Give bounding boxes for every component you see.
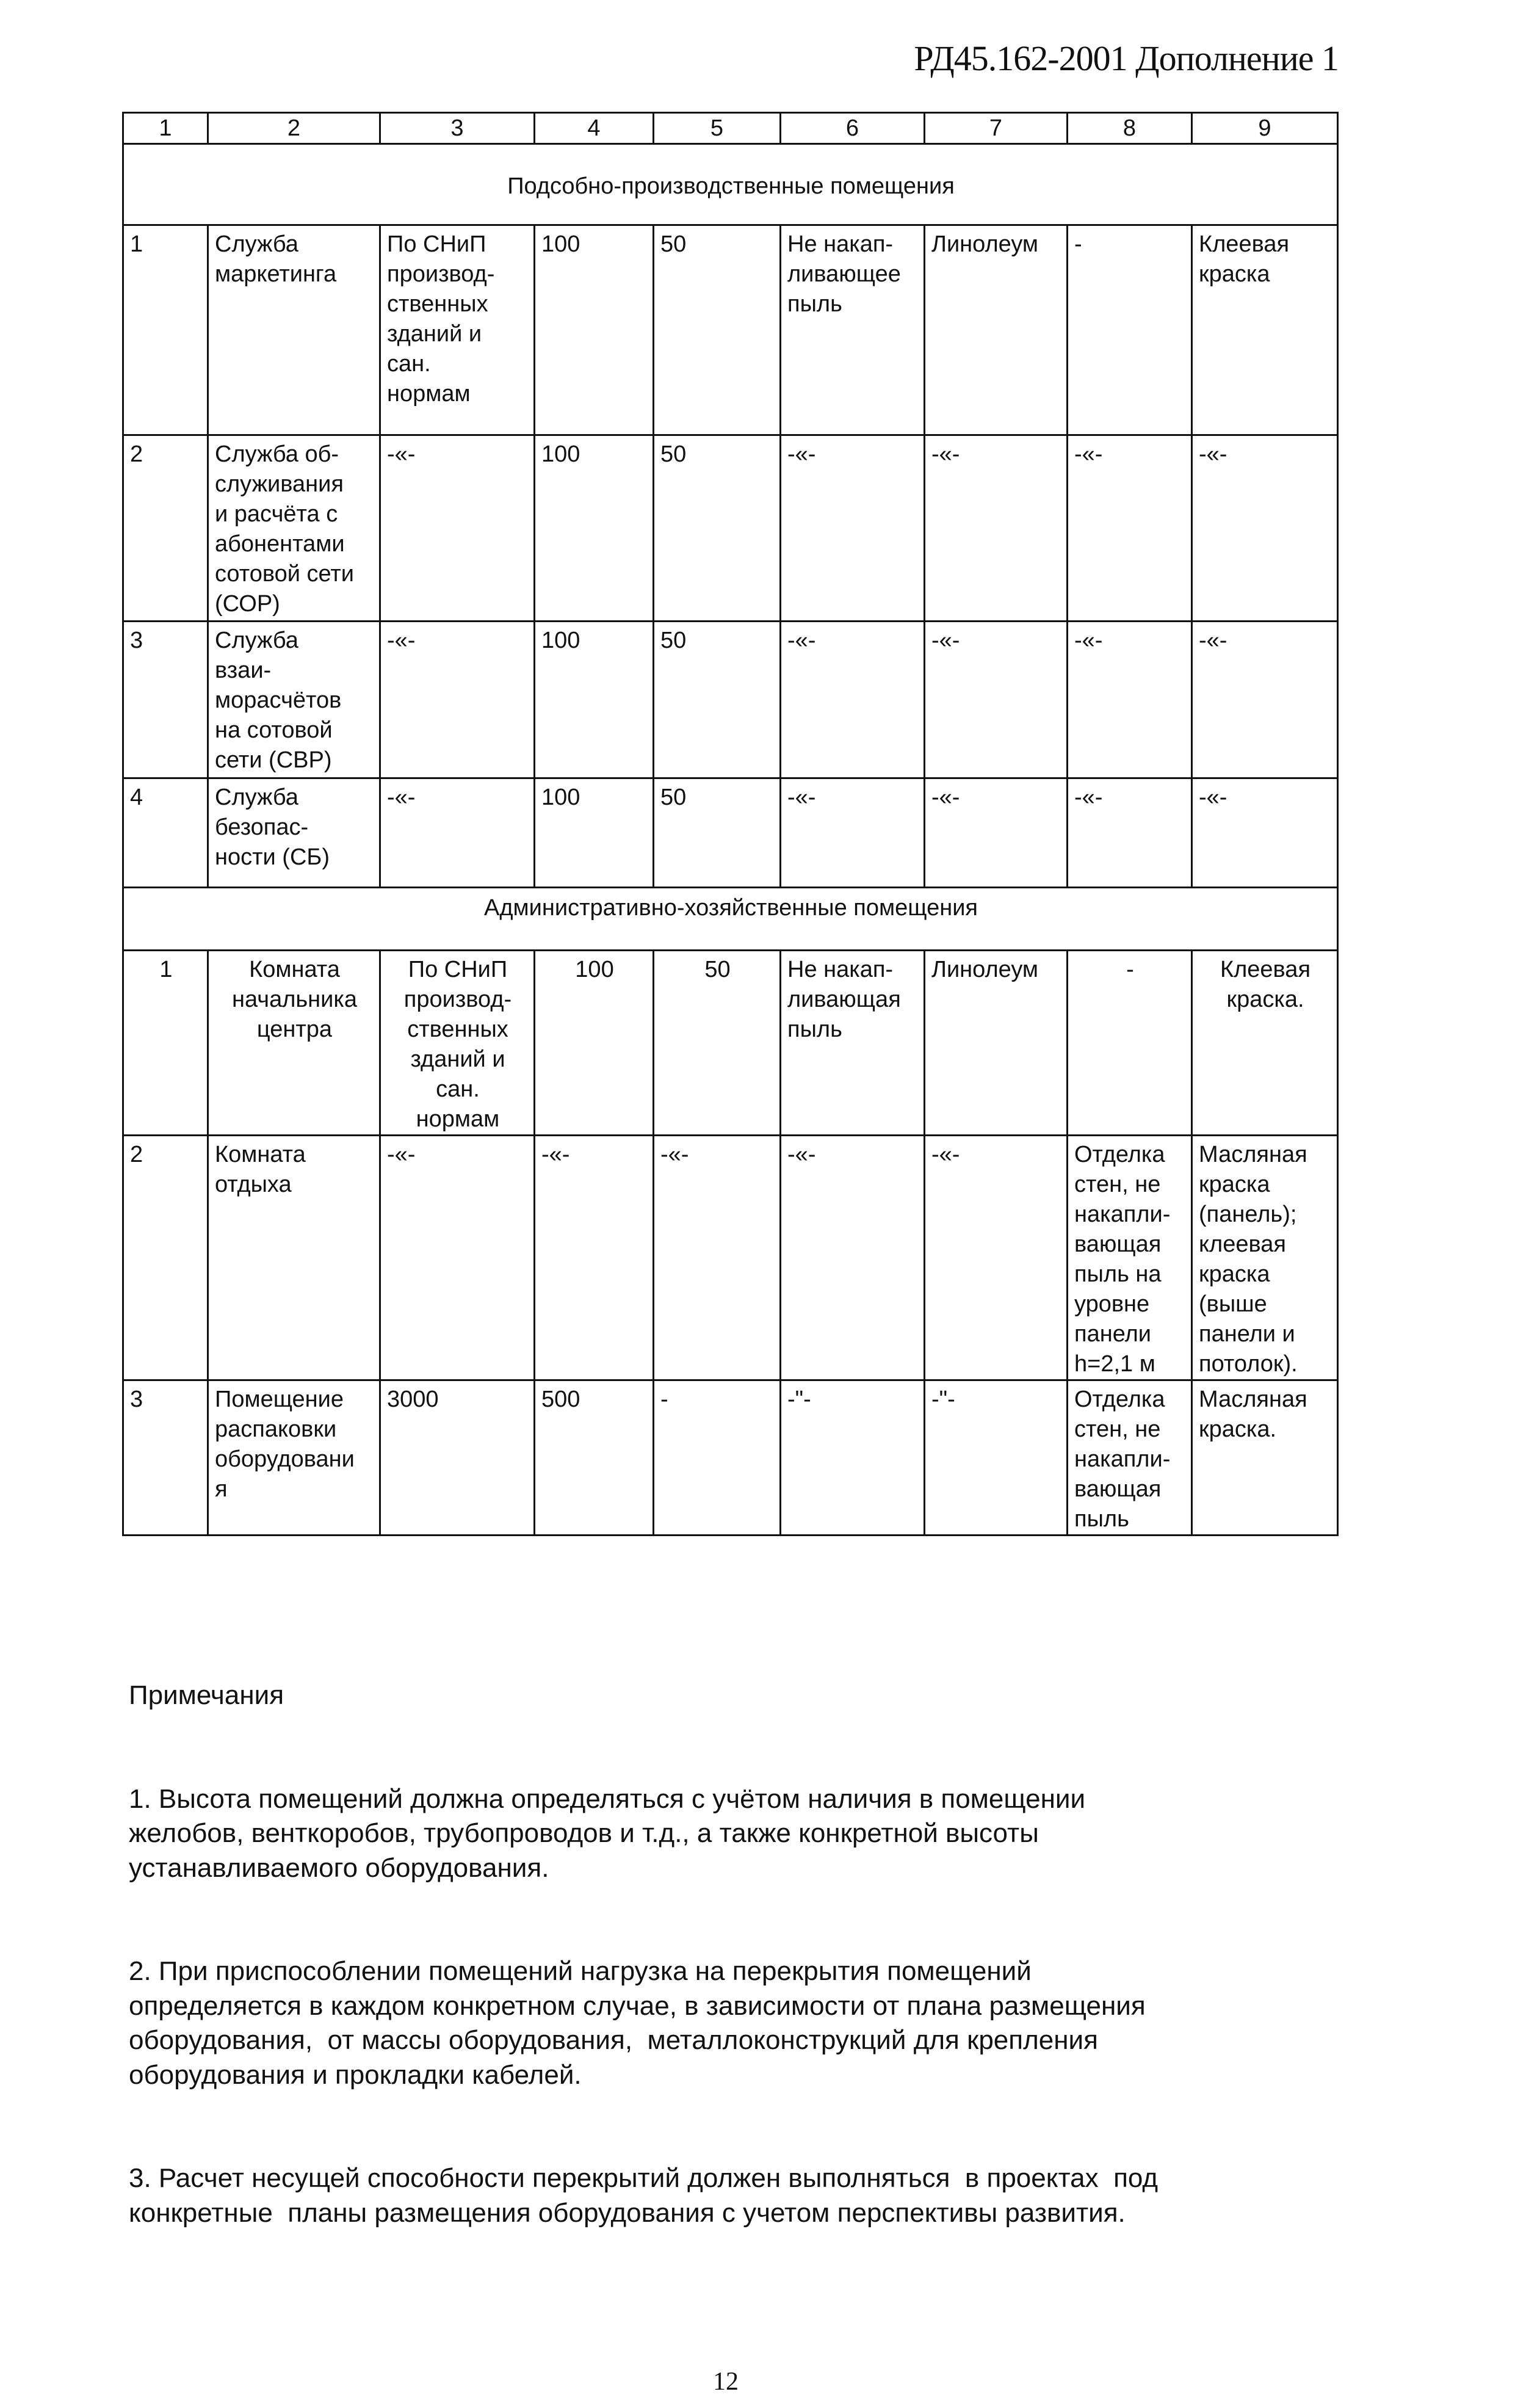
column-number: 3 [380,113,535,144]
table-cell: 1 [123,951,208,1136]
table-cell: Служба маркетинга [208,225,380,435]
table-cell: - [1068,225,1192,435]
table-cell: -«- [781,622,925,778]
section-row [123,888,1338,951]
note-item-3: 3. Расчет несущей способности перекрытий должен выполняться в проектах под конкретные планы размещения оборудования с учетом перспективы развития. [129,2163,1159,2228]
table-cell: Не накап- ливающее пыль [781,225,925,435]
table-cell: -«- [925,435,1068,622]
table-cell: -«- [535,1136,654,1380]
table-cell: Комната отдыха [208,1136,380,1380]
table-cell: По СНиП производ- ственных зданий и сан. нормам [380,951,535,1136]
table-cell: 50 [654,622,781,778]
table-cell: Служба об- служивания и расчёта с абонентами сотовой сети (СОР) [208,435,380,622]
table-row [123,1380,1338,1536]
column-number: 9 [1192,113,1338,144]
table-cell: 100 [535,622,654,778]
table-cell: - [654,1380,781,1536]
column-number: 6 [781,113,925,144]
table-cell: Линолеум [925,225,1068,435]
table-cell: -«- [380,435,535,622]
table-row [123,225,1338,435]
table-cell: - [1068,951,1192,1136]
notes-title: Примечания [129,1680,284,1710]
table-cell: Не накап- ливающая пыль [781,951,925,1136]
table-cell: Служба взаи- морасчётов на сотовой сети (СВР) [208,622,380,778]
premises-table [122,112,1339,1536]
table-row [123,1136,1338,1380]
table-cell: 1 [123,225,208,435]
table-cell: -«- [1068,778,1192,888]
table-cell: Помещение распаковки оборудовани я [208,1380,380,1536]
table-cell: -«- [925,622,1068,778]
note-item-2: 2. При приспособлении помещений нагрузка на перекрытия помещений определяется в каждом конкретном случае, в зависимости от плана размещения оборудования, от массы оборудования, металлоконструкций для крепления оборудования и прокладки кабелей. [129,1956,1146,2090]
column-number: 5 [654,113,781,144]
table-cell: -«- [925,778,1068,888]
table-cell: Отделка стен, не накапли- вающая пыль [1068,1380,1192,1536]
table-cell: Клеевая краска. [1192,951,1338,1136]
table-cell: 100 [535,778,654,888]
table-cell: -«- [380,1136,535,1380]
table-cell: -"- [781,1380,925,1536]
page-number: 12 [713,2368,739,2396]
table-cell: -«- [1192,435,1338,622]
table-cell: -«- [1068,435,1192,622]
section-title: Административно-хозяйственные помещения [123,888,1338,951]
table-cell: -«- [380,622,535,778]
table-cell: -«- [781,435,925,622]
table-cell: Линолеум [925,951,1068,1136]
column-number: 2 [208,113,380,144]
table-row [123,435,1338,622]
table-cell: -«- [1068,622,1192,778]
table-cell: 2 [123,1136,208,1380]
table-cell: 500 [535,1380,654,1536]
notes [129,1609,1526,2299]
column-number: 7 [925,113,1068,144]
table-cell: -«- [380,778,535,888]
table-cell: 3000 [380,1380,535,1536]
column-number-row [123,113,1338,144]
table-cell: 50 [654,435,781,622]
column-number: 4 [535,113,654,144]
table-cell: -«- [781,778,925,888]
table-cell: Масляная краска. [1192,1380,1338,1536]
section-title: Подсобно-производственные помещения [123,144,1338,225]
table-row [123,622,1338,778]
table-cell: Комната начальника центра [208,951,380,1136]
table-cell: -"- [925,1380,1068,1536]
table-row [123,778,1338,888]
table-cell: Клеевая краска [1192,225,1338,435]
table-cell: 50 [654,225,781,435]
column-number: 8 [1068,113,1192,144]
table-cell: -«- [1192,778,1338,888]
table-cell: -«- [925,1136,1068,1380]
table-cell: 50 [654,951,781,1136]
column-number: 1 [123,113,208,144]
document-header: РД45.162-2001 Дополнение 1 [914,38,1339,78]
section-row [123,144,1338,225]
table-cell: 100 [535,951,654,1136]
table-cell: -«- [1192,622,1338,778]
table-cell: -«- [654,1136,781,1380]
table-cell: 50 [654,778,781,888]
table-cell: 4 [123,778,208,888]
note-item-1: 1. Высота помещений должна определяться с учётом наличия в помещении желобов, венткоробов, трубопроводов и т.д., а также конкретной высоты устанавливаемого оборудования. [129,1783,1086,1883]
table-cell: Служба безопас- ности (СБ) [208,778,380,888]
table-cell: 2 [123,435,208,622]
table-cell: Масляная краска (панель); клеевая краска (выше панели и потолок). [1192,1136,1338,1380]
table-cell: 3 [123,622,208,778]
table-cell: 100 [535,435,654,622]
page-body [122,112,1526,2397]
table-cell: По СНиП производ- ственных зданий и сан. нормам [380,225,535,435]
table-cell: 100 [535,225,654,435]
table-row [123,951,1338,1136]
table-cell: 3 [123,1380,208,1536]
table-cell: -«- [781,1136,925,1380]
table-cell: Отделка стен, не накапли- вающая пыль на уровне панели h=2,1 м [1068,1136,1192,1380]
